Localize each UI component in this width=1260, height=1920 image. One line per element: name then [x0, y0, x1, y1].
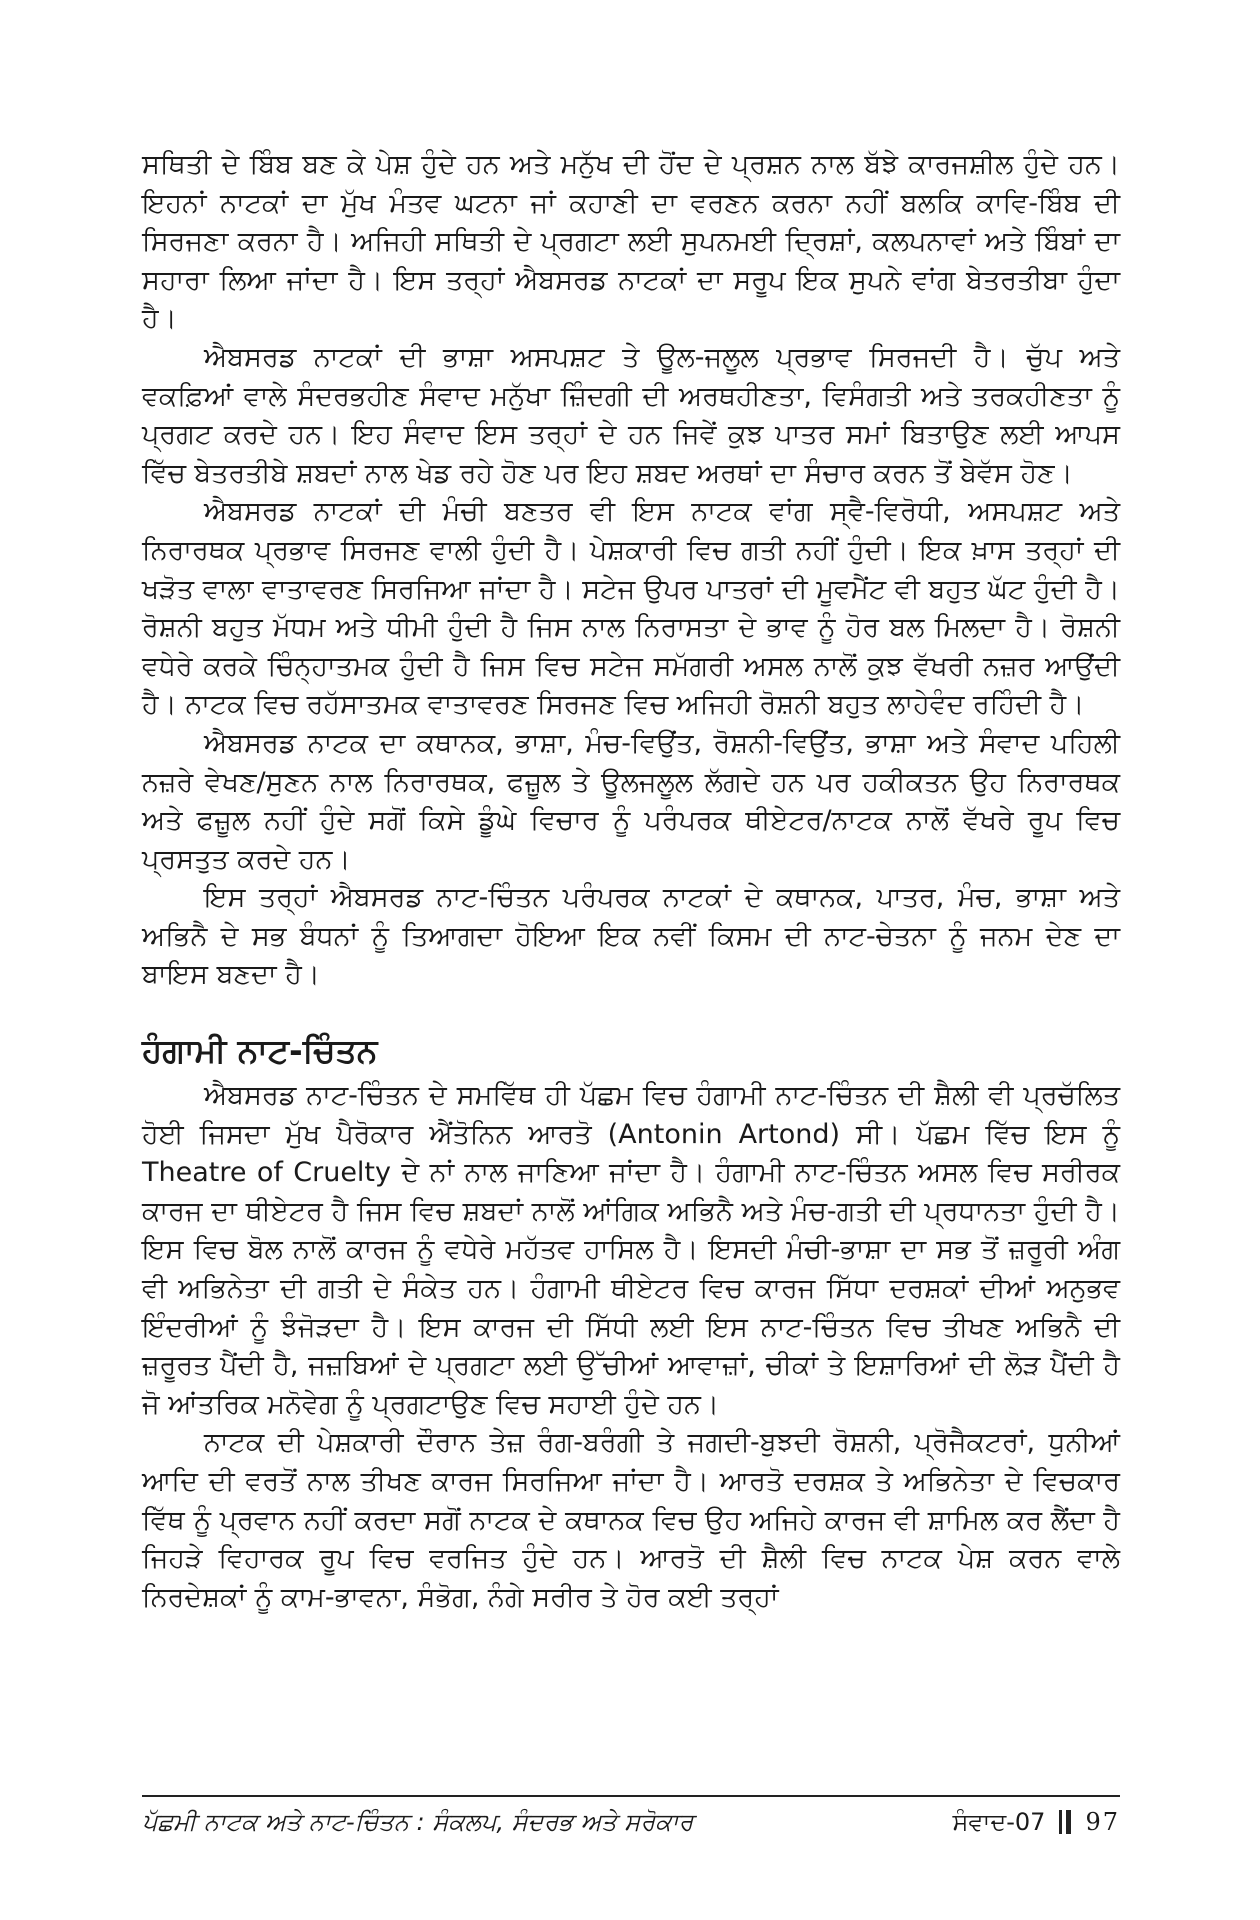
paragraph-1: ਸਥਿਤੀ ਦੇ ਬਿੰਬ ਬਣ ਕੇ ਪੇਸ਼ ਹੁੰਦੇ ਹਨ ਅਤੇ ਮਨੁੱਖ ਦੀ ਹੋਂਦ ਦੇ ਪ੍ਰਸ਼ਨ ਨਾਲ ਬੱਝੇ ਕਾਰਜਸ਼ੀਲ ਹੁੰਦੇ ਹਨ। ਇਹਨਾਂ ਨਾਟਕਾਂ ਦਾ ਮੁੱਖ ਮੰਤਵ ਘਟਨਾ ਜਾਂ ਕਹਾਣੀ ਦਾ ਵਰਣਨ ਕਰਨਾ ਨਹੀਂ ਬਲਕਿ ਕਾਵਿ-ਬਿੰਬ ਦੀ ਸਿਰਜਣਾ ਕਰਨਾ ਹੈ। ਅਜਿਹੀ ਸਥਿਤੀ ਦੇ ਪ੍ਰਗਟਾ ਲਈ ਸੁਪਨਮਈ ਦ੍ਰਿਸ਼ਾਂ, ਕਲਪਨਾਵਾਂ ਅਤੇ ਬਿੰਬਾਂ ਦਾ ਸਹਾਰਾ ਲਿਆ ਜਾਂਦਾ ਹੈ। ਇਸ ਤਰ੍ਹਾਂ ਐਬਸਰਡ ਨਾਟਕਾਂ ਦਾ ਸਰੂਪ ਇਕ ਸੁਪਨੇ ਵਾਂਗ ਬੇਤਰਤੀਬਾ ਹੁੰਦਾ ਹੈ।: [142, 149, 1120, 335]
footer-page-info: [952, 1808, 1120, 1836]
paragraph-6: ਐਬਸਰਡ ਨਾਟ-ਚਿੰਤਨ ਦੇ ਸਮਵਿੱਥ ਹੀ ਪੱਛਮ ਵਿਚ ਹੰਗਾਮੀ ਨਾਟ-ਚਿੰਤਨ ਦੀ ਸ਼ੈਲੀ ਵੀ ਪ੍ਰਚੱਲਿਤ ਹੋਈ ਜਿਸਦਾ ਮੁੱਖ ਪੈਰੋਕਾਰ ਐਂਤੋਨਿਨ ਆਰਤੋ (Antonin Artond) ਸੀ। ਪੱਛਮ ਵਿੱਚ ਇਸ ਨੂੰ Theatre of Cruelty ਦੇ ਨਾਂ ਨਾਲ ਜਾਣਿਆ ਜਾਂਦਾ ਹੈ। ਹੰਗਾਮੀ ਨਾਟ-ਚਿੰਤਨ ਅਸਲ ਵਿਚ ਸਰੀਰਕ ਕਾਰਜ ਦਾ ਥੀਏਟਰ ਹੈ ਜਿਸ ਵਿਚ ਸ਼ਬਦਾਂ ਨਾਲੋਂ ਆਂਗਿਕ ਅਭਿਨੈ ਅਤੇ ਮੰਚ-ਗਤੀ ਦੀ ਪ੍ਰਧਾਨਤਾ ਹੁੰਦੀ ਹੈ। ਇਸ ਵਿਚ ਬੋਲ ਨਾਲੋਂ ਕਾਰਜ ਨੂੰ ਵਧੇਰੇ ਮਹੱਤਵ ਹਾਸਿਲ ਹੈ। ਇਸਦੀ ਮੰਚੀ-ਭਾਸ਼ਾ ਦਾ ਸਭ ਤੋਂ ਜ਼ਰੂਰੀ ਅੰਗ ਵੀ ਅਭਿਨੇਤਾ ਦੀ ਗਤੀ ਦੇ ਸੰਕੇਤ ਹਨ। ਹੰਗਾਮੀ ਥੀਏਟਰ ਵਿਚ ਕਾਰਜ ਸਿੱਧਾ ਦਰਸ਼ਕਾਂ ਦੀਆਂ ਅਨੁਭਵ ਇੰਦਰੀਆਂ ਨੂੰ ਝੰਜੋੜਦਾ ਹੈ। ਇਸ ਕਾਰਜ ਦੀ ਸਿੱਧੀ ਲਈ ਇਸ ਨਾਟ-ਚਿੰਤਨ ਵਿਚ ਤੀਖਣ ਅਭਿਨੈ ਦੀ ਜ਼ਰੂਰਤ ਪੈਂਦੀ ਹੈ, ਜਜ਼ਬਿਆਂ ਦੇ ਪ੍ਰਗਟਾ ਲਈ ਉੱਚੀਆਂ ਆਵਾਜ਼ਾਂ, ਚੀਕਾਂ ਤੇ ਇਸ਼ਾਰਿਆਂ ਦੀ ਲੋੜ ਪੈਂਦੀ ਹੈ ਜੋ ਆਂਤਰਿਕ ਮਨੋਵੇਗ ਨੂੰ ਪ੍ਰਗਟਾਉਣ ਵਿਚ ਸਹਾਈ ਹੁੰਦੇ ਹਨ।: [142, 1080, 1120, 1420]
page-number: 97: [1085, 1808, 1120, 1836]
journal-issue: ਸੰਵਾਦ-07: [952, 1808, 1046, 1836]
paragraph-3: ਐਬਸਰਡ ਨਾਟਕਾਂ ਦੀ ਮੰਚੀ ਬਣਤਰ ਵੀ ਇਸ ਨਾਟਕ ਵਾਂਗ ਸ੍ਵੈ-ਵਿਰੋਧੀ, ਅਸਪਸ਼ਟ ਅਤੇ ਨਿਰਾਰਥਕ ਪ੍ਰਭਾਵ ਸਿਰਜਣ ਵਾਲੀ ਹੁੰਦੀ ਹੈ। ਪੇਸ਼ਕਾਰੀ ਵਿਚ ਗਤੀ ਨਹੀਂ ਹੁੰਦੀ। ਇਕ ਖ਼ਾਸ ਤਰ੍ਹਾਂ ਦੀ ਖੜੋਤ ਵਾਲਾ ਵਾਤਾਵਰਣ ਸਿਰਜਿਆ ਜਾਂਦਾ ਹੈ। ਸਟੇਜ ਉਪਰ ਪਾਤਰਾਂ ਦੀ ਮੂਵਮੈਂਟ ਵੀ ਬਹੁਤ ਘੱਟ ਹੁੰਦੀ ਹੈ। ਰੋਸ਼ਨੀ ਬਹੁਤ ਮੱਧਮ ਅਤੇ ਧੀਮੀ ਹੁੰਦੀ ਹੈ ਜਿਸ ਨਾਲ ਨਿਰਾਸਤਾ ਦੇ ਭਾਵ ਨੂੰ ਹੋਰ ਬਲ ਮਿਲਦਾ ਹੈ। ਰੋਸ਼ਨੀ ਵਧੇਰੇ ਕਰਕੇ ਚਿੰਨ੍ਹਾਤਮਕ ਹੁੰਦੀ ਹੈ ਜਿਸ ਵਿਚ ਸਟੇਜ ਸਮੱਗਰੀ ਅਸਲ ਨਾਲੋਂ ਕੁਝ ਵੱਖਰੀ ਨਜ਼ਰ ਆਉਂਦੀ ਹੈ। ਨਾਟਕ ਵਿਚ ਰਹੱਸਾਤਮਕ ਵਾਤਾਵਰਣ ਸਿਰਜਣ ਵਿਚ ਅਜਿਹੀ ਰੋਸ਼ਨੀ ਬਹੁਤ ਲਾਹੇਵੰਦ ਰਹਿੰਦੀ ਹੈ।: [142, 496, 1120, 721]
footer-bars-ornament: [1059, 1810, 1071, 1834]
running-footer-title: ਪੱਛਮੀ ਨਾਟਕ ਅਤੇ ਨਾਟ-ਚਿੰਤਨ : ਸੰਕਲਪ, ਸੰਦਰਭ ਅਤੇ ਸਰੋਕਾਰ: [142, 1808, 694, 1836]
footer-rule: [142, 1795, 1120, 1797]
paragraph-7: ਨਾਟਕ ਦੀ ਪੇਸ਼ਕਾਰੀ ਦੌਰਾਨ ਤੇਜ਼ ਰੰਗ-ਬਰੰਗੀ ਤੇ ਜਗਦੀ-ਬੁਝਦੀ ਰੋਸ਼ਨੀ, ਪ੍ਰੋਜੈਕਟਰਾਂ, ਧੁਨੀਆਂ ਆਦਿ ਦੀ ਵਰਤੋਂ ਨਾਲ ਤੀਖਣ ਕਾਰਜ ਸਿਰਜਿਆ ਜਾਂਦਾ ਹੈ। ਆਰਤੋ ਦਰਸ਼ਕ ਤੇ ਅਭਿਨੇਤਾ ਦੇ ਵਿਚਕਾਰ ਵਿੱਥ ਨੂੰ ਪ੍ਰਵਾਨ ਨਹੀਂ ਕਰਦਾ ਸਗੋਂ ਨਾਟਕ ਦੇ ਕਥਾਨਕ ਵਿਚ ਉਹ ਅਜਿਹੇ ਕਾਰਜ ਵੀ ਸ਼ਾਮਿਲ ਕਰ ਲੈਂਦਾ ਹੈ ਜਿਹੜੇ ਵਿਹਾਰਕ ਰੂਪ ਵਿਚ ਵਰਜਿਤ ਹੁੰਦੇ ਹਨ। ਆਰਤੋ ਦੀ ਸ਼ੈਲੀ ਵਿਚ ਨਾਟਕ ਪੇਸ਼ ਕਰਨ ਵਾਲੇ ਨਿਰਦੇਸ਼ਕਾਂ ਨੂੰ ਕਾਮ-ਭਾਵਨਾ, ਸੰਭੋਗ, ਨੰਗੇ ਸਰੀਰ ਤੇ ਹੋਰ ਕਈ ਤਰ੍ਹਾਂ: [142, 1427, 1120, 1613]
paragraph-5: ਇਸ ਤਰ੍ਹਾਂ ਐਬਸਰਡ ਨਾਟ-ਚਿੰਤਨ ਪਰੰਪਰਕ ਨਾਟਕਾਂ ਦੇ ਕਥਾਨਕ, ਪਾਤਰ, ਮੰਚ, ਭਾਸ਼ਾ ਅਤੇ ਅਭਿਨੈ ਦੇ ਸਭ ਬੰਧਨਾਂ ਨੂੰ ਤਿਆਗਦਾ ਹੋਇਆ ਇਕ ਨਵੀਂ ਕਿਸਮ ਦੀ ਨਾਟ-ਚੇਤਨਾ ਨੂੰ ਜਨਮ ਦੇਣ ਦਾ ਬਾਇਸ ਬਣਦਾ ਹੈ।: [142, 882, 1120, 991]
body-text: [142, 146, 1120, 1617]
section-heading: ਹੰਗਾਮੀ ਨਾਟ-ਚਿੰਤਨ: [142, 1031, 378, 1071]
paragraph-4: ਐਬਸਰਡ ਨਾਟਕ ਦਾ ਕਥਾਨਕ, ਭਾਸ਼ਾ, ਮੰਚ-ਵਿਉਂਤ, ਰੋਸ਼ਨੀ-ਵਿਉਂਤ, ਭਾਸ਼ਾ ਅਤੇ ਸੰਵਾਦ ਪਹਿਲੀ ਨਜ਼ਰੇ ਵੇਖਣ/ਸੁਣਨ ਨਾਲ ਨਿਰਾਰਥਕ, ਫਜ਼ੂਲ ਤੇ ਊਲਜਲੂਲ ਲੱਗਦੇ ਹਨ ਪਰ ਹਕੀਕਤਨ ਉਹ ਨਿਰਾਰਥਕ ਅਤੇ ਫਜ਼ੂਲ ਨਹੀਂ ਹੁੰਦੇ ਸਗੋਂ ਕਿਸੇ ਡੂੰਘੇ ਵਿਚਾਰ ਨੂੰ ਪਰੰਪਰਕ ਥੀਏਟਰ/ਨਾਟਕ ਨਾਲੋਂ ਵੱਖਰੇ ਰੂਪ ਵਿਚ ਪ੍ਰਸਤੁਤ ਕਰਦੇ ਹਨ।: [142, 727, 1120, 875]
paragraph-2: ਐਬਸਰਡ ਨਾਟਕਾਂ ਦੀ ਭਾਸ਼ਾ ਅਸਪਸ਼ਟ ਤੇ ਊਲ-ਜਲੂਲ ਪ੍ਰਭਾਵ ਸਿਰਜਦੀ ਹੈ। ਚੁੱਪ ਅਤੇ ਵਕਫ਼ਿਆਂ ਵਾਲੇ ਸੰਦਰਭਹੀਣ ਸੰਵਾਦ ਮਨੁੱਖਾ ਜ਼ਿੰਦਗੀ ਦੀ ਅਰਥਹੀਣਤਾ, ਵਿਸੰਗਤੀ ਅਤੇ ਤਰਕਹੀਣਤਾ ਨੂੰ ਪ੍ਰਗਟ ਕਰਦੇ ਹਨ। ਇਹ ਸੰਵਾਦ ਇਸ ਤਰ੍ਹਾਂ ਦੇ ਹਨ ਜਿਵੇਂ ਕੁਝ ਪਾਤਰ ਸਮਾਂ ਬਿਤਾਉਣ ਲਈ ਆਪਸ ਵਿੱਚ ਬੇਤਰਤੀਬੇ ਸ਼ਬਦਾਂ ਨਾਲ ਖੇਡ ਰਹੇ ਹੋਣ ਪਰ ਇਹ ਸ਼ਬਦ ਅਰਥਾਂ ਦਾ ਸੰਚਾਰ ਕਰਨ ਤੋਂ ਬੇਵੱਸ ਹੋਣ।: [142, 341, 1120, 489]
